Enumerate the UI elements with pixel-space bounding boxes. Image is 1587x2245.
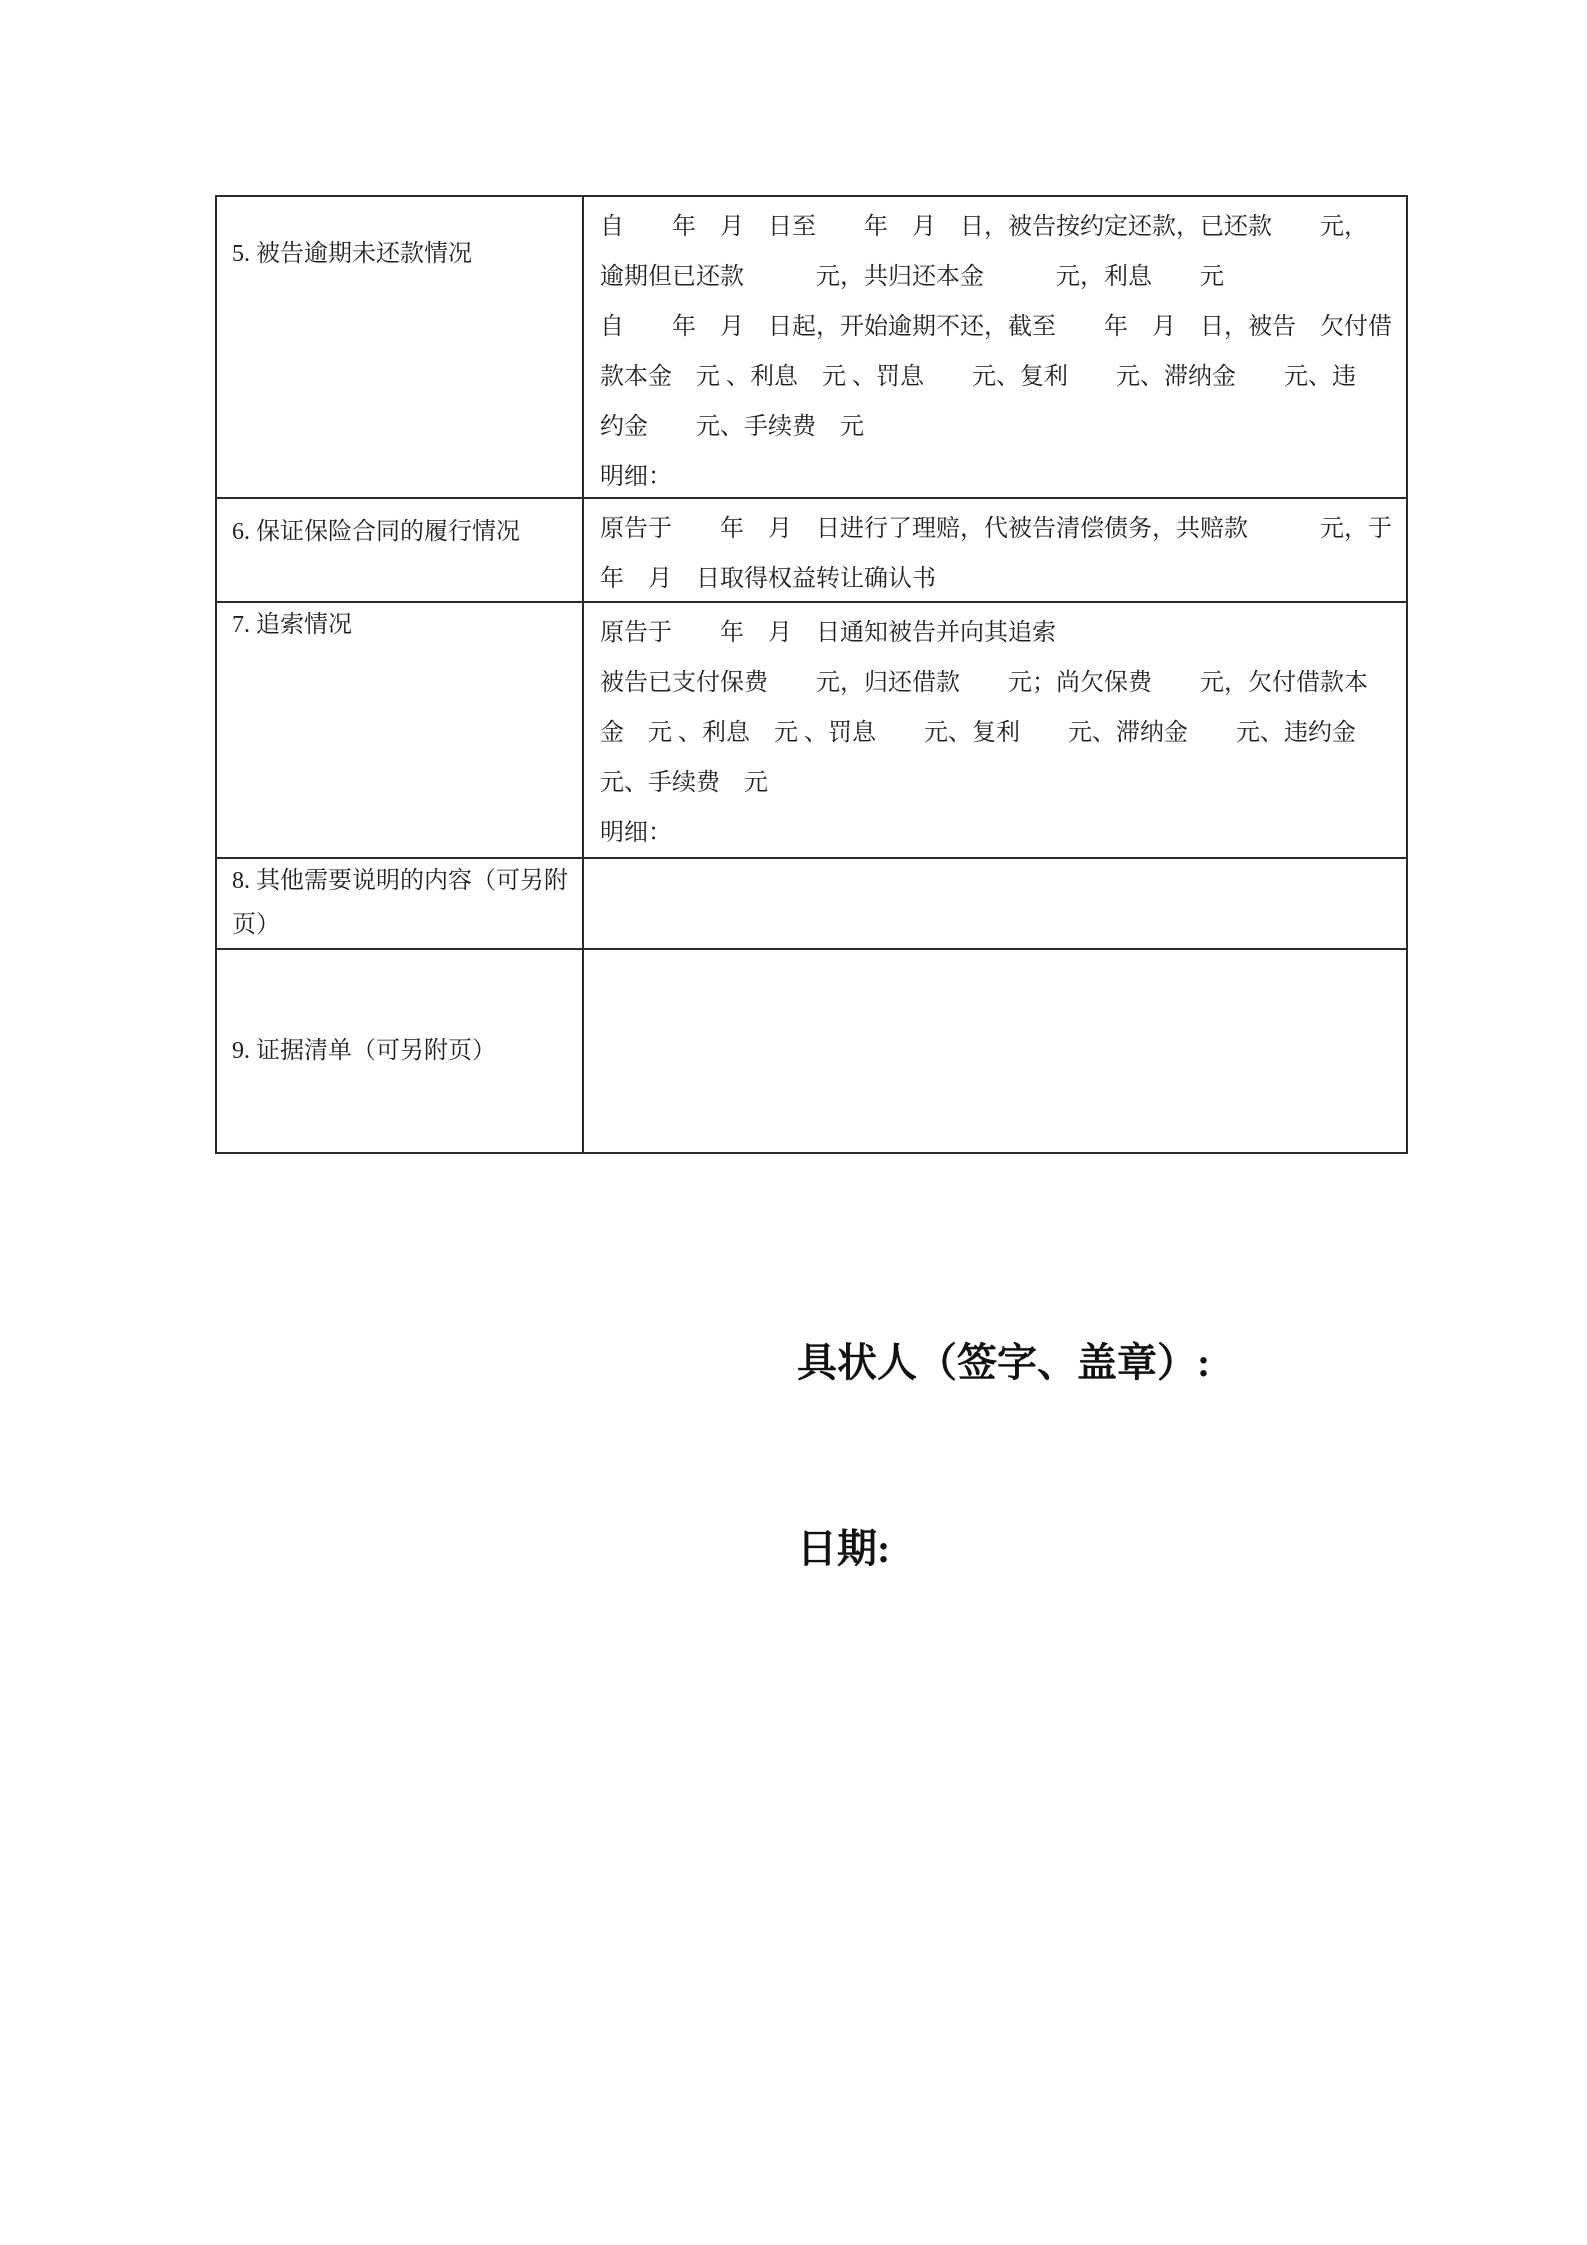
table-row-evidence-list	[217, 948, 1406, 1152]
row-content-cell	[584, 197, 1406, 497]
form-line: 被告已支付保费 元，归还借款 元；尚欠保费 元，欠付借款本	[600, 670, 1368, 696]
row-content-cell-empty	[584, 859, 1406, 948]
form-line: 逾期但已还款 元，共归还本金 元，利息 元	[600, 264, 1224, 290]
row-label: 9. 证据清单（可另附页）	[232, 1038, 496, 1064]
table-row-overdue-repayment	[217, 197, 1406, 497]
row-label: 7. 追索情况	[232, 612, 352, 638]
form-line: 年 月 日取得权益转让确认书	[600, 566, 936, 592]
signatory-line: 具状人（签字、盖章）:	[797, 1340, 1211, 1385]
row-label-cell	[217, 859, 584, 948]
form-line: 自 年 月 日至 年 月 日，被告按约定还款，已还款 元，	[600, 214, 1368, 240]
row-label-cell	[217, 950, 584, 1152]
table-row-other-notes	[217, 857, 1406, 948]
row-label-cell	[217, 499, 584, 601]
form-line: 约金 元、手续费 元	[600, 414, 864, 440]
form-line: 金 元 、利息 元 、罚息 元、复利 元、滞纳金 元、违约金	[600, 720, 1356, 746]
signature-block	[797, 1208, 1210, 1704]
row-content-cell	[584, 499, 1406, 601]
row-label-cell	[217, 197, 584, 497]
table-row-insurance-contract-performance	[217, 497, 1406, 601]
form-line: 明细：	[600, 464, 672, 490]
row-label: 6. 保证保险合同的履行情况	[232, 519, 520, 545]
row-label-cell	[217, 603, 584, 857]
form-line: 原告于 年 月 日进行了理赔，代被告清偿债务，共赔款 元，于	[600, 516, 1392, 542]
row-content-cell	[584, 603, 1406, 857]
form-line: 款本金 元 、利息 元 、罚息 元、复利 元、滞纳金 元、违	[600, 364, 1356, 390]
table-row-recourse-status	[217, 601, 1406, 857]
row-label: 5. 被告逾期未还款情况	[232, 241, 472, 267]
row-content-cell-empty	[584, 950, 1406, 1152]
form-line: 原告于 年 月 日通知被告并向其追索	[600, 620, 1056, 646]
form-line: 明细：	[600, 820, 672, 846]
form-line: 元、手续费 元	[600, 770, 768, 796]
case-form-table	[215, 195, 1408, 1154]
date-line: 日期:	[797, 1526, 891, 1571]
form-line: 自 年 月 日起，开始逾期不还，截至 年 月 日，被告 欠付借	[600, 314, 1392, 340]
row-label: 8. 其他需要说明的内容（可另附页）	[232, 868, 568, 938]
